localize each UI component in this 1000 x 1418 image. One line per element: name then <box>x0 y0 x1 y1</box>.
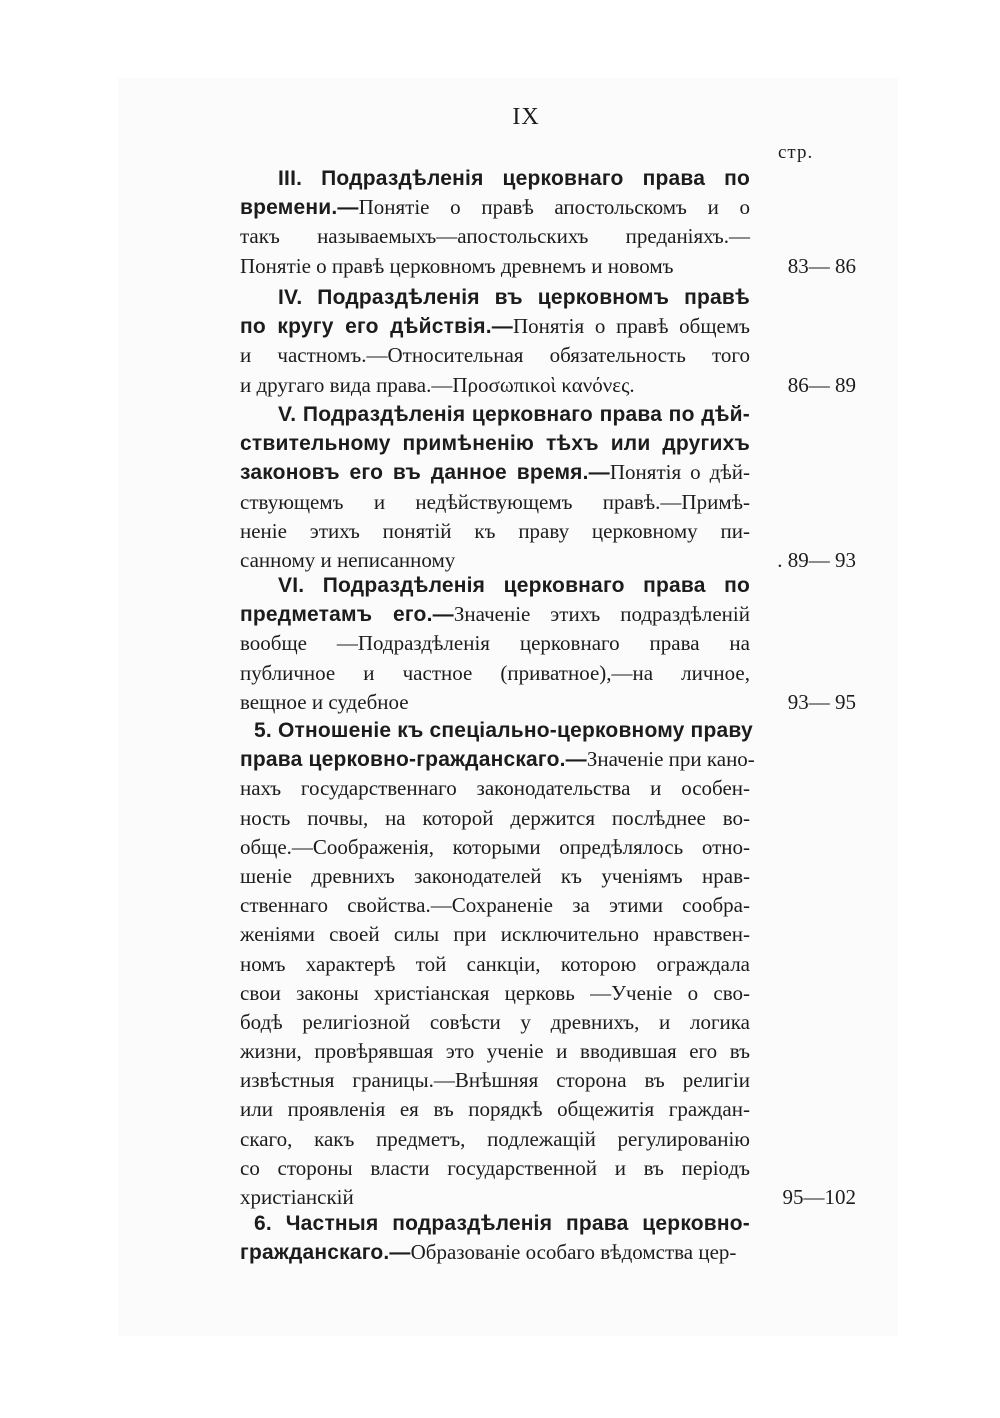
toc-page-range: 95—102 <box>782 1185 856 1210</box>
toc-line <box>240 517 750 546</box>
toc-heading-text: права церковно-гражданскаго.— <box>240 748 587 772</box>
toc-description-text: обще.—Соображенія, которыми опредѣлялось отно- <box>240 834 750 859</box>
toc-line <box>240 164 750 193</box>
toc-heading-text: гражданскаго.— <box>240 1241 411 1265</box>
toc-line <box>240 1066 750 1095</box>
toc-description-text: скаго, какъ предметъ, подлежащій регулированію <box>240 1126 750 1151</box>
toc-description-text: вещное и судебное <box>240 689 409 714</box>
toc-heading-text: времени.— <box>240 196 359 220</box>
toc-line <box>240 371 750 400</box>
toc-line <box>240 774 750 803</box>
toc-description-text: Понятіе о правѣ апостольскомъ и о <box>358 195 750 220</box>
toc-description-text: ность почвы, на которой держится послѣднее во- <box>240 805 750 830</box>
toc-entry <box>240 571 750 717</box>
toc-line <box>240 950 750 979</box>
toc-heading-text: V. Подраздѣленія церковнаго права по дѣй- <box>278 403 750 426</box>
toc-description-text: неніе этихъ понятій къ праву церковному пи- <box>240 518 750 543</box>
toc-line <box>240 400 750 429</box>
toc-description-text: публичное и частное (приватное),—на личное, <box>240 660 750 685</box>
toc-line <box>240 283 750 312</box>
toc-description-text: жизни, провѣрявшая это ученіе и вводившая его въ <box>240 1039 750 1064</box>
toc-line <box>240 1037 750 1066</box>
toc-line <box>240 252 750 281</box>
toc-entry <box>240 1209 750 1267</box>
toc-entry <box>240 716 755 1212</box>
toc-line <box>240 571 750 600</box>
page-column-header: стр. <box>778 142 814 163</box>
toc-description-text: номъ характерѣ той санкціи, которою ограждала <box>240 951 750 976</box>
toc-description-text: бодѣ религіозной совѣсти у древнихъ, и логика <box>240 1009 750 1034</box>
toc-description-text: Значеніе этихъ подраздѣленій <box>453 602 750 627</box>
toc-line <box>240 488 750 517</box>
toc-heading-text: III. Подраздѣленія церковнаго права по <box>278 167 750 190</box>
toc-line <box>240 1183 750 1212</box>
toc-heading-text: ствительному примѣненію тѣхъ или другихъ <box>240 432 750 456</box>
toc-heading-text: 5. Отношеніе къ спеціально-церковному праву <box>254 719 753 742</box>
toc-line <box>240 222 750 251</box>
page-number: IX <box>512 104 540 130</box>
toc-description-text: со стороны власти государственной и въ періодъ <box>240 1155 750 1180</box>
toc-description-text: нахъ государственнаго законодательства и особен- <box>240 776 750 801</box>
toc-description-text: вообще —Подраздѣленія церковнаго права на <box>240 631 750 656</box>
toc-heading-text: VI. Подраздѣленія церковнаго права по <box>278 574 750 597</box>
toc-description-text: свои законы христіанская церковь —Ученіе о сво- <box>240 980 750 1005</box>
toc-line <box>240 1008 750 1037</box>
toc-line <box>240 458 750 487</box>
toc-description-text: Значеніе при кано- <box>586 747 755 772</box>
toc-line <box>240 600 750 629</box>
toc-line <box>240 862 750 891</box>
toc-description-text: такъ называемыхъ—апостольскихъ преданіяхъ.— <box>240 224 750 249</box>
toc-line <box>240 312 750 341</box>
toc-line <box>240 1209 750 1238</box>
toc-description-text: Образованіе особаго вѣдомства цер- <box>410 1240 737 1265</box>
toc-line <box>240 979 750 1008</box>
toc-line <box>240 920 750 949</box>
toc-heading-text: по кругу его дѣйствія.— <box>240 315 513 339</box>
toc-heading-text: предметамъ его.— <box>240 603 454 627</box>
toc-heading-text: IV. Подраздѣленія въ церковномъ правѣ <box>278 286 750 309</box>
toc-line <box>240 716 753 745</box>
toc-heading-text: 6. Частныя подраздѣленія права церковно- <box>254 1212 750 1235</box>
toc-description-text: ствующемъ и недѣйствующемъ правѣ.—Примѣ- <box>240 489 750 514</box>
toc-description-text: Понятія о правѣ общемъ <box>512 314 750 339</box>
toc-line <box>240 745 755 774</box>
toc-line <box>240 429 750 458</box>
toc-page-range: 86— 89 <box>787 372 856 397</box>
toc-entry <box>240 283 750 400</box>
toc-line <box>240 1095 750 1124</box>
toc-description-text: извѣстныя границы.—Внѣшняя сторона въ религіи <box>240 1068 750 1093</box>
toc-page-range: 83— 86 <box>787 253 856 278</box>
toc-description-text: и частномъ.—Относительная обязательность того <box>240 343 750 368</box>
toc-line <box>240 804 750 833</box>
toc-line <box>240 1238 750 1267</box>
toc-line <box>240 1154 750 1183</box>
toc-description-text: христіанскій <box>240 1185 354 1209</box>
toc-description-text: и другаго вида права.—Προσωπικοὶ κανόνες. <box>240 372 635 397</box>
toc-line <box>240 833 750 862</box>
toc-description-text: санному и неписанному <box>240 547 456 572</box>
toc-line <box>240 891 750 920</box>
toc-entry <box>240 164 750 281</box>
toc-entry <box>240 400 750 575</box>
toc-description-text: ственнаго свойства.—Сохраненіе за этими сообра- <box>240 893 750 918</box>
toc-heading-text: законовъ его въ данное время.— <box>240 461 610 485</box>
toc-line <box>240 688 750 717</box>
toc-line <box>240 193 750 222</box>
toc-line <box>240 341 750 370</box>
toc-page-range: . 89— 93 <box>777 548 856 572</box>
toc-description-text: Понятіе о правѣ церковномъ древнемъ и новомъ <box>240 253 674 278</box>
toc-description-text: шеніе древнихъ законодателей къ ученіямъ нрав- <box>240 863 750 888</box>
toc-description-text: женіями своей силы при исключительно нравствен- <box>240 922 750 947</box>
toc-line <box>240 659 750 688</box>
toc-page-range: 93— 95 <box>787 689 856 714</box>
toc-description-text: или проявленія ея въ порядкѣ общежитія граждан- <box>240 1097 750 1122</box>
toc-description-text: Понятія о дѣй- <box>609 460 750 485</box>
toc-line <box>240 629 750 658</box>
toc-line <box>240 1125 750 1154</box>
